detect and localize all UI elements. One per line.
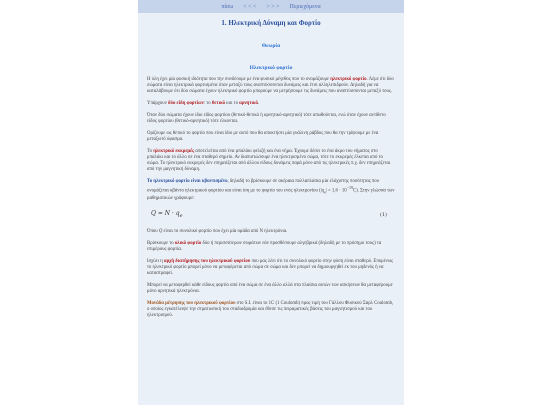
page-column [138,0,404,405]
paragraph-9 [147,259,395,278]
equation-1 [147,208,387,221]
nav-contents-link[interactable]: Περιεχόμενα [289,3,321,10]
text: αποτελείται από ένα μπαλάκι φελιζή και ένα νήμα. Έχουμε δέσει το ένα άκρο του νήματος στο μπαλάκι και το άλλο σε ένα σταθερό σημείο. Αν διαπιστώσουμε ένα ηλεκτρισμένο σώμα, τότε το εκκρεμές έλκεται από το σώμα. Το ηλεκτρικό εκκρεμές δεν επηρεάζεται από άλλου είδους δυνάμεις παρά μόνο από τις ηλεκτρικές π.χ. δεν επηρεάζεται από την μαγνητική δύναμη. [147,148,391,173]
term-unit: Μονάδα μέτρησης του ηλεκτρικού φορτίου [147,300,236,306]
paragraph-4: Ορίζουμε ως θετικό το φορτίο που είναι ίδιο με αυτό που θα αποκτήσει μία γυάλινη ράβδος που θα την τρίψουμε με ένα μεταξωτό ύφασμα. [147,130,379,142]
article [138,19,404,320]
text: δύο ή περισσότερων σωμάτων εάν προσθέσουμε αλγεβρικά (δηλαδή με το πρόσημο τους) τα επιμέρους φορτία. [147,240,382,253]
text: Ισχύει η [147,258,164,264]
paragraph-8 [147,241,395,253]
text: | = 1,6 · 10 [325,188,347,194]
text: που μας λέει ότι το συνολικό φορτίο στην φύση είναι σταθερό. Επομένως το ηλεκτρικό φορτίο μπορεί μόνο να μεταφέρεται από σώμα σε σώμα και δεν μπορεί να δημιουργηθεί εκ του μηδενός ή να καταστραφεί. [147,258,393,277]
nav-prev-link[interactable]: < < < [243,3,257,10]
superscript: −19 [346,185,353,191]
text: . Λέμε ότι δύο σώματα είναι ηλεκτρικά φορτισμένα όταν μεταξύ τους αναπτύσσονται δυνάμεις και έτσι αλληλεπιδρούν. Δηλαδή για να καταλάβουμε ότι δύο σώματα έχουν ηλεκτρικό φορτίο μπορούμε να μετρήσουμε τις δυνάμεις που αναπτύσσονται μεταξύ τους. [147,77,394,95]
term-positive: θετικό [211,101,226,107]
term-conservation: αρχή διατήρησης του ηλεκτρικού φορτίου [163,258,251,264]
text: . [257,101,260,107]
nav-next-link[interactable]: > > > [266,3,280,10]
text: Όπου [147,229,159,235]
section-heading: Ηλεκτρικό φορτίο [249,65,293,71]
subscript: e [179,213,183,220]
term-two-kinds: δύο είδη φορτίων [167,101,204,107]
text: Η ύλη έχει μία φυσική ιδιότητα που την συνδέουμε με ένα φυσικό μέγεθος που το ονομάζουμε [147,77,331,82]
text: C). Στην γλώσσα των μαθηματικών γράφουμε: [147,188,395,201]
text: και το [225,101,240,107]
paragraph-10: Μπορεί να μεταφερθεί κάθε είδους φορτίο από ένα σώμα σε ένα άλλο αλλά στα πλαίσια αυτών των ασκήσεων θα μεταφέρουμε μόνο αρνητικά ηλεκτρόνια. [147,283,393,295]
paragraph-6 [147,179,395,202]
paragraph-11 [147,301,395,320]
paragraph-5 [147,149,395,174]
term-total-charge: ολικό φορτίο [174,240,202,246]
term-negative: αρνητικό [239,101,258,107]
symbol-q: Q [158,229,163,235]
paragraph-3: Όταν δύο σώματα έχουν ίδιο είδος φορτίου (θετικό-θετικό ή αρνητικό-αρνητικό) τότε απωθούνται, ενώ όταν έχουν αντίθετο είδος φορτίου (θετικό-αρνητικό) τότε έλκονται. [147,112,386,125]
text: Το [147,148,154,154]
term-quantized-charge: Το ηλεκτρικό φορτίο είναι κβαντισμένο [147,178,228,184]
text: Q = N · q [151,210,180,218]
nav-back-link[interactable]: πίσω [221,3,234,10]
term-electric-pendulum: ηλεκτρικό εκκρεμές [153,148,195,154]
text: : το [203,101,212,107]
paragraph-2 [147,101,395,107]
equation-expression [147,210,183,219]
page-title: 1. Ηλεκτρική Δύναμη και Φορτίο [221,19,321,27]
text: στο S.I. είναι το 1C (1 Coulomb) προς τιμή του Γάλλου Φυσικού Σαρλ Coulomb, ο οποίος εγκατέλειψε την στρατιωτική του σταδιοδρομία και έθεσε τις πειραματικές βάσεις του μαγνητισμού και του ηλεκτρισμού. [147,300,394,319]
text: Βρίσκουμε το [147,240,175,246]
section-subtitle: Θεωρία [261,43,281,49]
paragraph-7 [147,229,395,235]
text: Υπάρχουν [147,101,168,107]
text: είναι το συνολικό φορτίο που έχει μία ομάδα από N ηλεκτρόνια. [162,229,288,235]
subscript: e [324,189,326,195]
paragraph-1 [147,77,395,96]
term-electric-charge: ηλεκτρικό φορτίο [330,77,367,82]
top-navigation [138,0,404,13]
text: , δηλαδή το βρίσκουμε σε ακέραια πολλαπλάσια μία ελάχιστης ποσότητας που ονομάζεται κβάντο ηλεκτρικού φορτίου και είναι ίση με το φορτίο του ενός ηλεκτρονίου (|q [147,178,379,194]
equation-number: (1) [379,211,387,218]
